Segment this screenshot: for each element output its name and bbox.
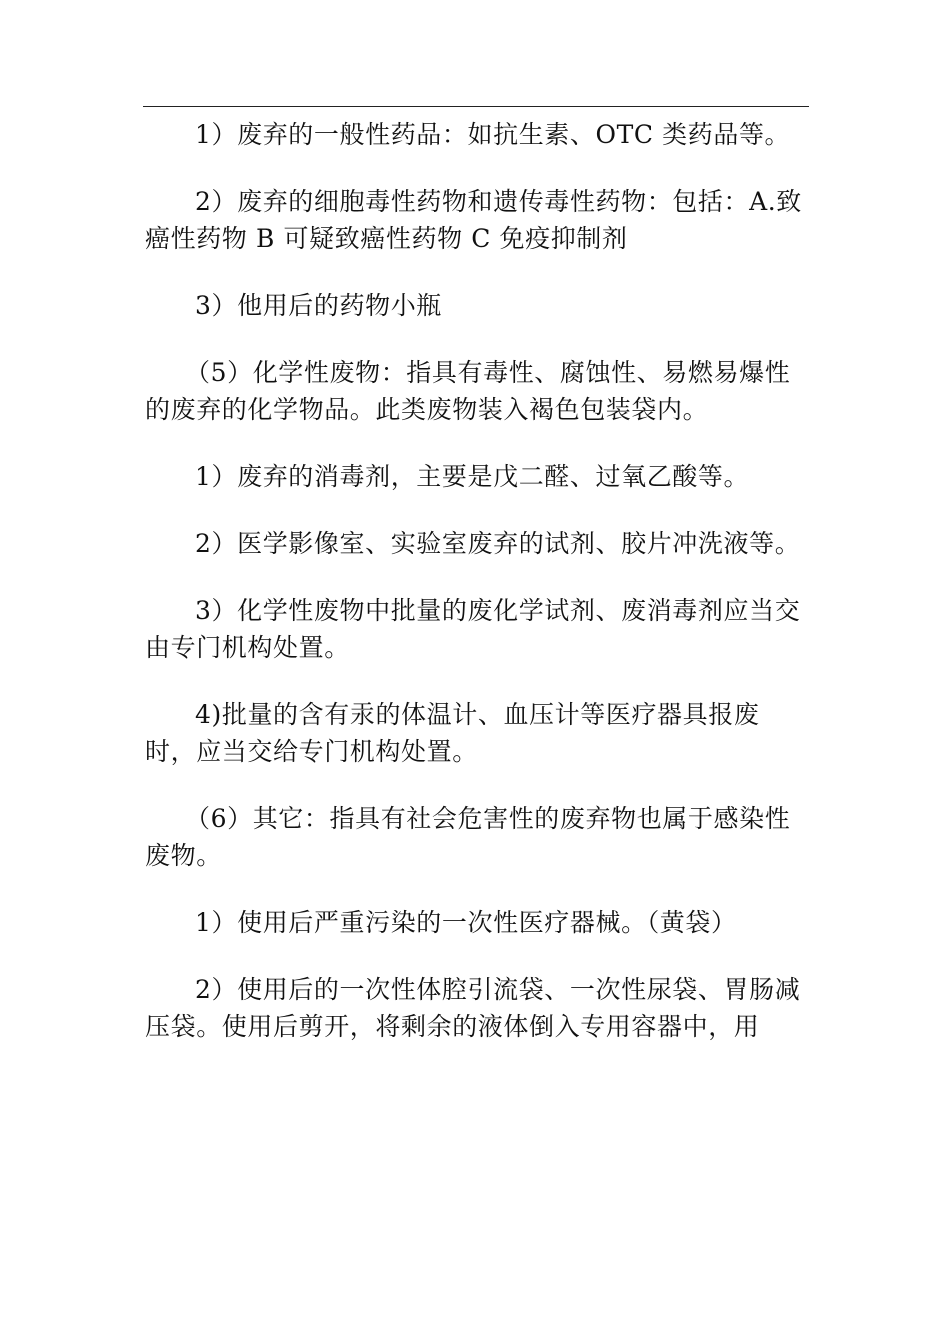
paragraph-2: 2）废弃的细胞毒性药物和遗传毒性药物：包括：A.致癌性药物 B 可疑致癌性药物 C 免疫抑制剂 [145, 187, 802, 253]
document-body [145, 116, 805, 1075]
header-divider [143, 106, 809, 107]
paragraph-7: 3）化学性废物中批量的废化学试剂、废消毒剂应当交由专门机构处置。 [145, 596, 801, 662]
paragraph-11: 2）使用后的一次性体腔引流袋、一次性尿袋、胃肠减压袋。使用后剪开，将剩余的液体倒入专用容器中，用 [145, 975, 801, 1041]
paragraph-6: 2）医学影像室、实验室废弃的试剂、胶片冲洗液等。 [195, 529, 801, 558]
paragraph-3: 3）他用后的药物小瓶 [195, 291, 442, 320]
paragraph-8: 4)批量的含有汞的体温计、血压计等医疗器具报废时，应当交给专门机构处置。 [145, 700, 760, 766]
paragraph-9: （6）其它：指具有社会危害性的废弃物也属于感染性废物。 [145, 804, 791, 870]
paragraph-5: 1）废弃的消毒剂，主要是戊二醛、过氧乙酸等。 [195, 462, 750, 491]
paragraph-4: （5）化学性废物：指具有毒性、腐蚀性、易燃易爆性的废弃的化学物品。此类废物装入褐色包装袋内。 [145, 358, 791, 424]
paragraph-1: 1）废弃的一般性药品：如抗生素、OTC 类药品等。 [195, 120, 791, 149]
paragraph-10: 1）使用后严重污染的一次性医疗器械。（黄袋） [195, 908, 737, 937]
